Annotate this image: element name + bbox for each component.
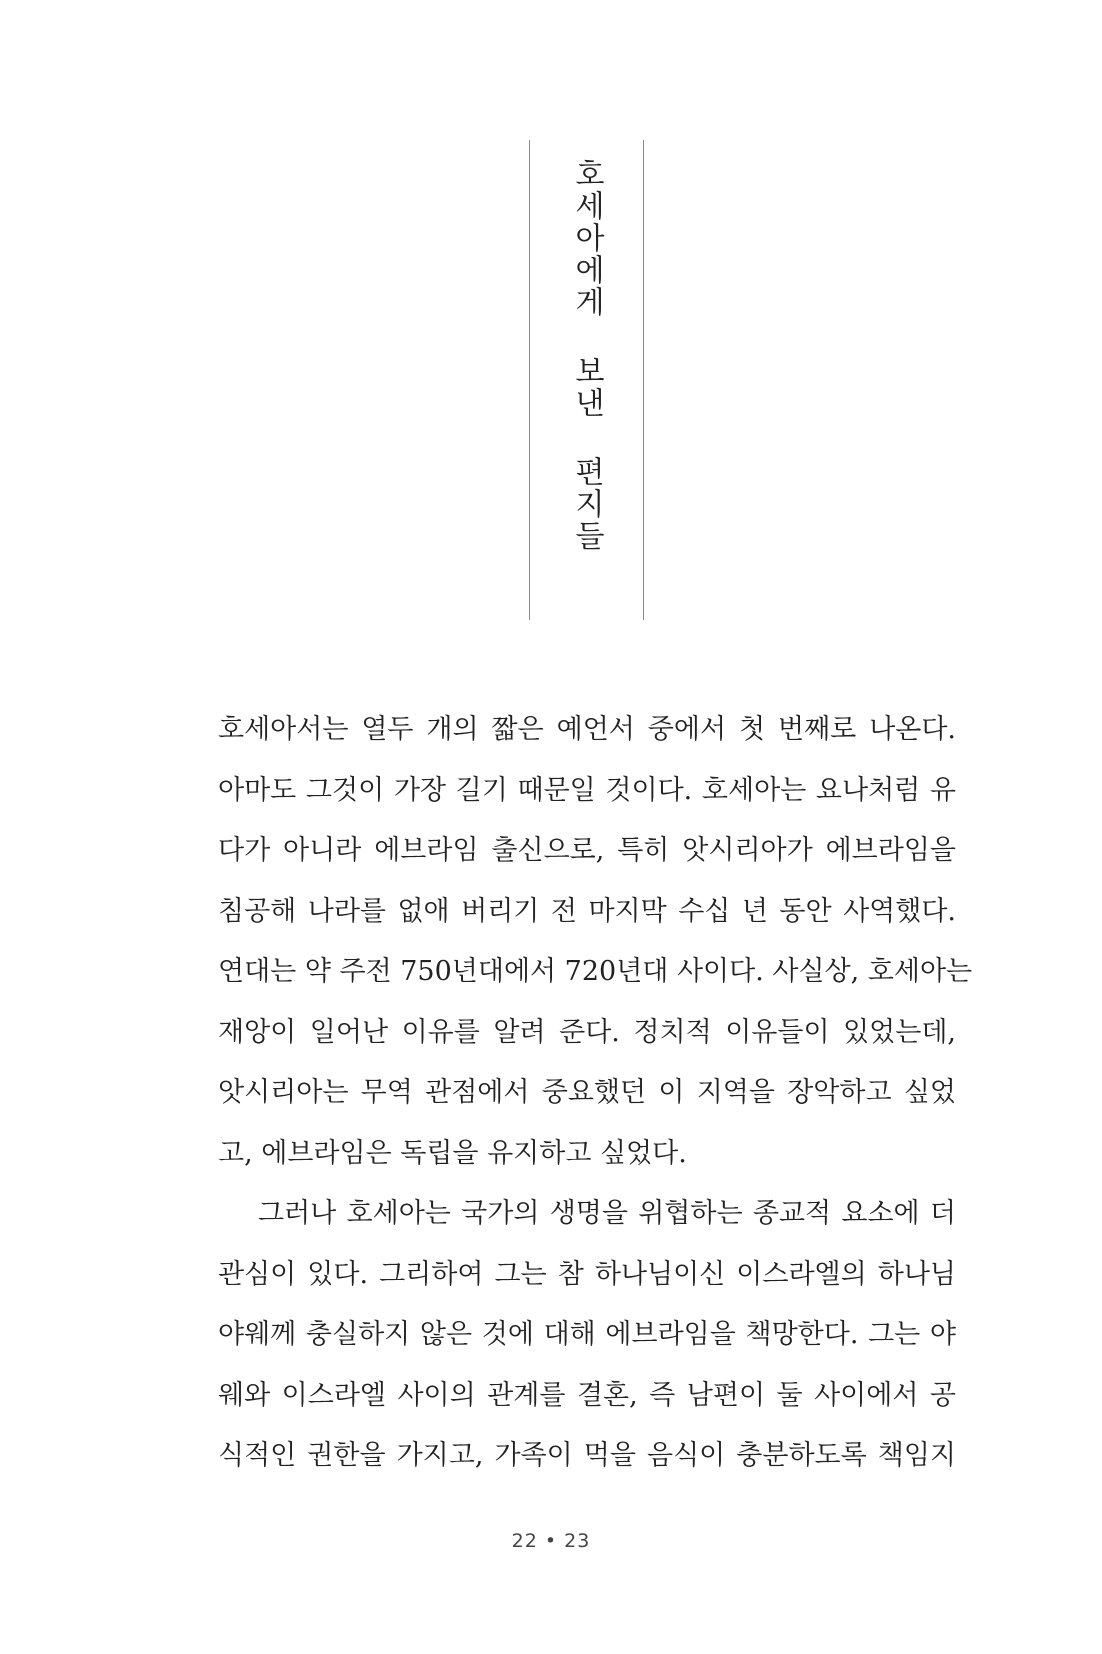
text-line: 고, 에브라임은 독립을 유지하고 싶었다. xyxy=(218,1137,687,1169)
text-line: 야웨께 충실하지 않은 것에 대해 에브라임을 책망한다. 그는 야 xyxy=(218,1319,956,1350)
paragraph-1 xyxy=(218,700,973,1184)
text-line: 웨와 이스라엘 사이의 관계를 결혼, 즉 남편이 둘 사이에서 공 xyxy=(218,1379,956,1411)
page-number: 22 • 23 xyxy=(511,1530,591,1552)
text-line: 재앙이 일어난 이유를 알려 준다. 정치적 이유들이 있었는데, xyxy=(218,1016,956,1048)
text-line: 그러나 호세아는 국가의 생명을 위협하는 종교적 요소에 더 xyxy=(258,1198,956,1229)
text-line: 아마도 그것이 가장 길기 때문일 것이다. 호세아는 요나처럼 유 xyxy=(218,774,956,806)
title-rule-left xyxy=(529,140,530,620)
body-text xyxy=(218,700,973,1487)
paragraph-2 xyxy=(218,1184,956,1487)
text-line: 침공해 나라를 없애 버리기 전 마지막 수십 년 동안 사역했다. xyxy=(218,895,956,927)
text-line: 관심이 있다. 그리하여 그는 참 하나님이신 이스라엘의 하나님 xyxy=(218,1258,956,1290)
text-line: 연대는 약 주전 750년대에서 720년대 사이다. 사실상, 호세아는 xyxy=(218,956,973,987)
title-rule-right xyxy=(643,140,644,620)
text-line: 식적인 권한을 가지고, 가족이 먹을 음식이 충분하도록 책임지 xyxy=(218,1440,956,1471)
text-line: 다가 아니라 에브라임 출신으로, 특히 앗시리아가 에브라임을 xyxy=(218,835,956,866)
text-line: 앗시리아는 무역 관점에서 중요했던 이 지역을 장악하고 싶었 xyxy=(218,1077,956,1108)
text-line: 호세아서는 열두 개의 짧은 예언서 중에서 첫 번째로 나온다. xyxy=(218,714,956,745)
chapter-title: 호세아에게 보낸 편지들 xyxy=(569,158,604,552)
